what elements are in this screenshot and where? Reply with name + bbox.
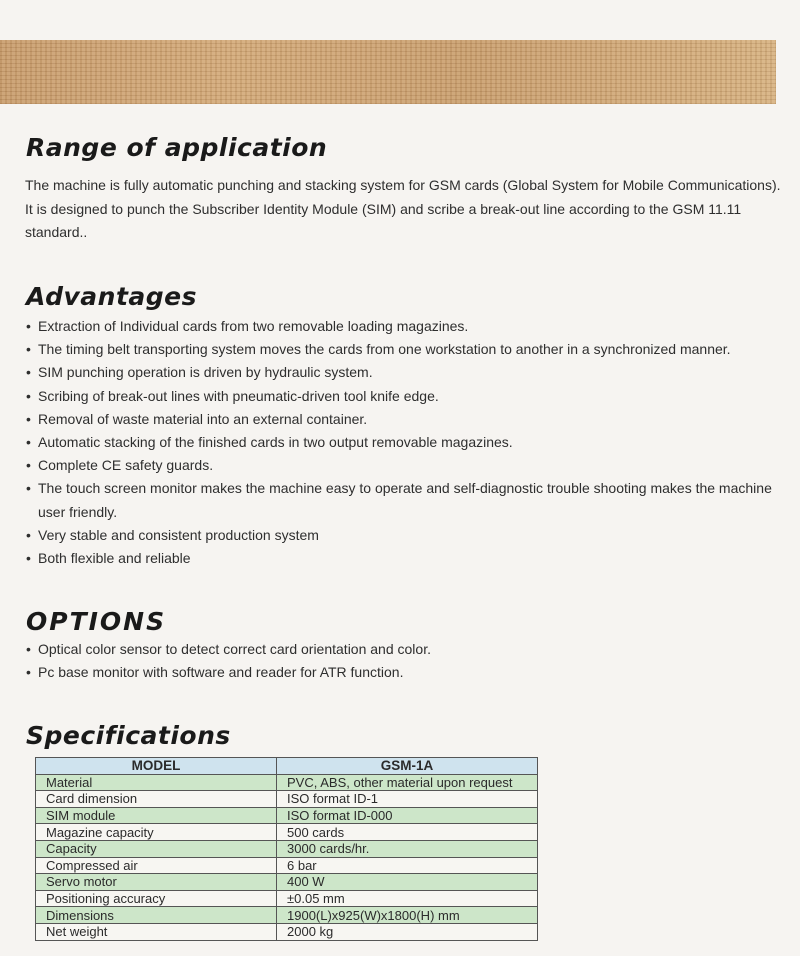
spec-label: Magazine capacity <box>36 824 277 841</box>
option-item: • Optical color sensor to detect correct card orientation and color. <box>26 638 796 661</box>
spec-label: Net weight <box>36 923 277 940</box>
specifications-table <box>35 757 538 941</box>
range-title: Range of application <box>26 133 328 162</box>
advantage-item: • SIM punching operation is driven by hydraulic system. <box>26 361 796 384</box>
advantage-item: • Scribing of break-out lines with pneumatic-driven tool knife edge. <box>26 385 796 408</box>
spec-label: Dimensions <box>36 907 277 924</box>
advantage-item: • Automatic stacking of the finished cards in two output removable magazines. <box>26 431 796 454</box>
table-row <box>36 923 538 940</box>
spec-value: ISO format ID-1 <box>277 791 538 808</box>
table-row <box>36 774 538 791</box>
advantages-list <box>26 315 796 570</box>
table-row <box>36 791 538 808</box>
spec-value: ISO format ID-000 <box>277 807 538 824</box>
table-row <box>36 824 538 841</box>
table-row <box>36 840 538 857</box>
spec-value: 400 W <box>277 874 538 891</box>
table-row <box>36 874 538 891</box>
spec-label: Compressed air <box>36 857 277 874</box>
table-header-row <box>36 758 538 775</box>
advantage-item: • The timing belt transporting system moves the cards from one workstation to another in a synchronized manner. <box>26 338 796 361</box>
spec-label: SIM module <box>36 807 277 824</box>
table-row <box>36 890 538 907</box>
spec-value: 500 cards <box>277 824 538 841</box>
advantage-item: • The touch screen monitor makes the machine easy to operate and self-diagnostic trouble shooting makes the machine user friendly. <box>26 477 796 523</box>
spec-value: 2000 kg <box>277 923 538 940</box>
model-header: MODEL <box>36 758 277 775</box>
spec-label: Material <box>36 774 277 791</box>
options-title: OPTIONS <box>26 607 167 636</box>
advantage-item: • Complete CE safety guards. <box>26 454 796 477</box>
spec-value: 1900(L)x925(W)x1800(H) mm <box>277 907 538 924</box>
advantage-item: • Extraction of Individual cards from two removable loading magazines. <box>26 315 796 338</box>
advantage-item: • Very stable and consistent production system <box>26 524 796 547</box>
advantage-item: • Removal of waste material into an external container. <box>26 408 796 431</box>
spec-label: Positioning accuracy <box>36 890 277 907</box>
spec-value: ±0.05 mm <box>277 890 538 907</box>
spec-value: 6 bar <box>277 857 538 874</box>
model-value-header: GSM-1A <box>277 758 538 775</box>
spec-label: Card dimension <box>36 791 277 808</box>
spec-value: 3000 cards/hr. <box>277 840 538 857</box>
specifications-title: Specifications <box>26 721 231 750</box>
options-list <box>26 638 796 684</box>
option-item: • Pc base monitor with software and reader for ATR function. <box>26 661 796 684</box>
range-text: The machine is fully automatic punching and stacking system for GSM cards (Global System for Mobile Communications). It is designed to punch the Subscriber Identity Module (SIM) and scribe a break-out line according to the GSM 11.11 standard.. <box>25 177 781 240</box>
table-row <box>36 807 538 824</box>
advantage-item: • Both flexible and reliable <box>26 547 796 570</box>
decorative-banner <box>0 40 776 104</box>
spec-value: PVC, ABS, other material upon request <box>277 774 538 791</box>
advantages-title: Advantages <box>26 282 197 311</box>
table-row <box>36 907 538 924</box>
table-row <box>36 857 538 874</box>
spec-label: Capacity <box>36 840 277 857</box>
spec-label: Servo motor <box>36 874 277 891</box>
